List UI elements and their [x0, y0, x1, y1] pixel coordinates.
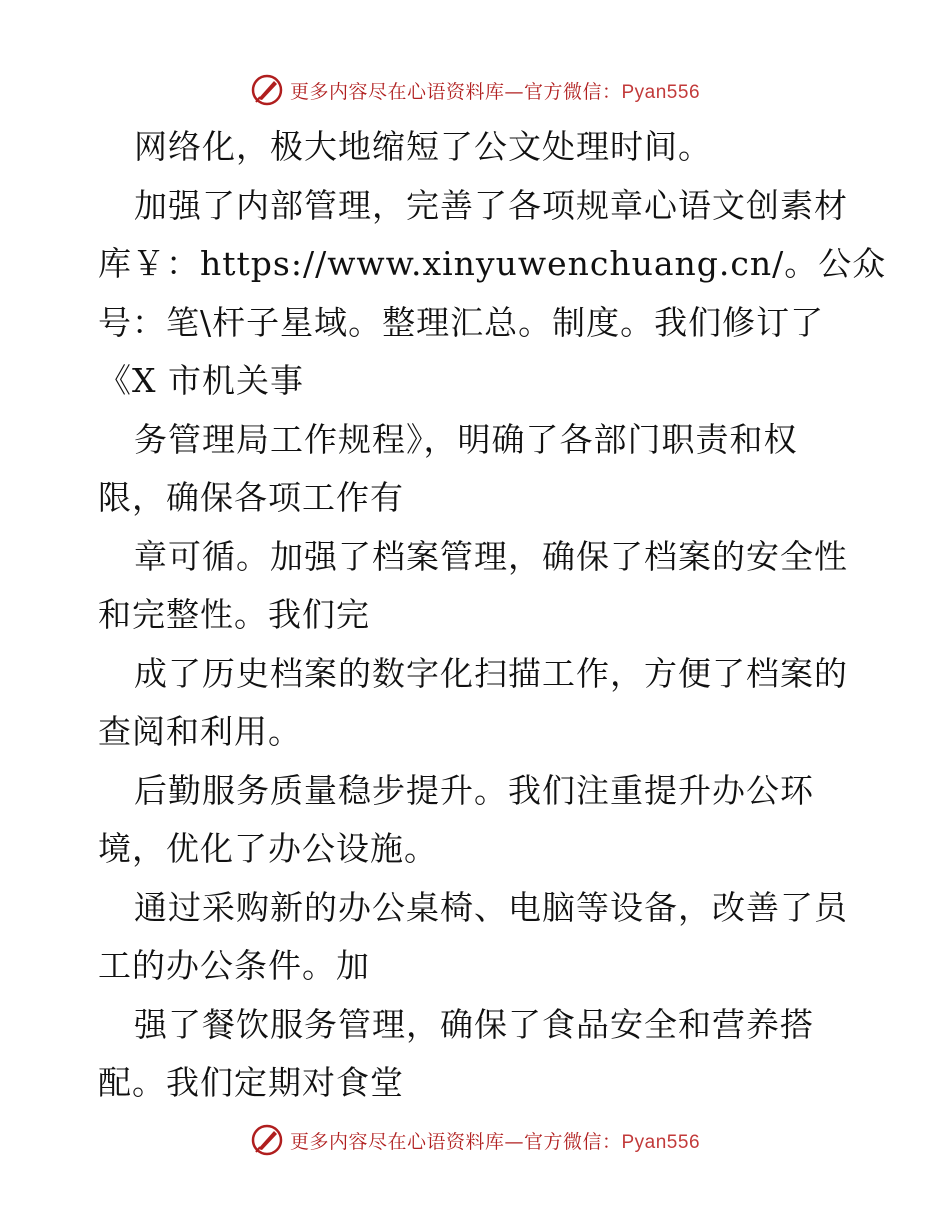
- body-line: 务管理局工作规程》，明确了各部门职责和权: [134, 419, 798, 459]
- wechat-id: Pyan556: [621, 81, 701, 103]
- watermark-separator: —: [504, 80, 524, 103]
- watermark-official: 官方微信：: [523, 1130, 622, 1153]
- body-line: 查阅和利用。: [98, 712, 302, 751]
- watermark-text: [290, 1127, 700, 1154]
- body-line: 章可循。加强了档案管理，确保了档案的安全性: [134, 536, 848, 576]
- body-line: 工的办公条件。加: [98, 946, 370, 985]
- watermark-separator: —: [504, 1130, 524, 1153]
- document-body: [98, 118, 887, 1113]
- body-line: 和完整性。我们完: [98, 595, 370, 634]
- body-line: 网络化，极大地缩短了公文处理时间。: [134, 127, 712, 166]
- body-line: 库￥：https://www.xinyuwenchuang.cn/。公众: [98, 244, 887, 283]
- body-line: 境，优化了办公设施。: [98, 829, 438, 868]
- wechat-id: Pyan556: [621, 1131, 701, 1153]
- watermark-official: 官方微信：: [523, 80, 622, 103]
- body-line: 《X 市机关事: [98, 361, 304, 400]
- watermark-text: [290, 77, 700, 104]
- quill-logo-icon: [250, 73, 284, 107]
- body-line: 号：笔\杆子星域。整理汇总。制度。我们修订了: [98, 302, 825, 342]
- body-line: 通过采购新的办公桌椅、电脑等设备，改善了员: [134, 887, 848, 927]
- footer-watermark: [0, 1120, 950, 1160]
- body-line: 强了餐饮服务管理，确保了食品安全和营养搭: [134, 1004, 814, 1044]
- header-watermark: [0, 70, 950, 110]
- body-line: 配。我们定期对食堂: [98, 1063, 404, 1102]
- quill-logo-icon: [250, 1123, 284, 1157]
- watermark-cn: 更多内容尽在心语资料库: [289, 80, 505, 103]
- watermark-cn: 更多内容尽在心语资料库: [289, 1130, 505, 1153]
- body-line: 加强了内部管理，完善了各项规章心语文创素材: [134, 185, 848, 225]
- body-line: 成了历史档案的数字化扫描工作，方便了档案的: [134, 653, 848, 693]
- body-line: 后勤服务质量稳步提升。我们注重提升办公环: [134, 770, 814, 810]
- body-line: 限，确保各项工作有: [98, 478, 404, 517]
